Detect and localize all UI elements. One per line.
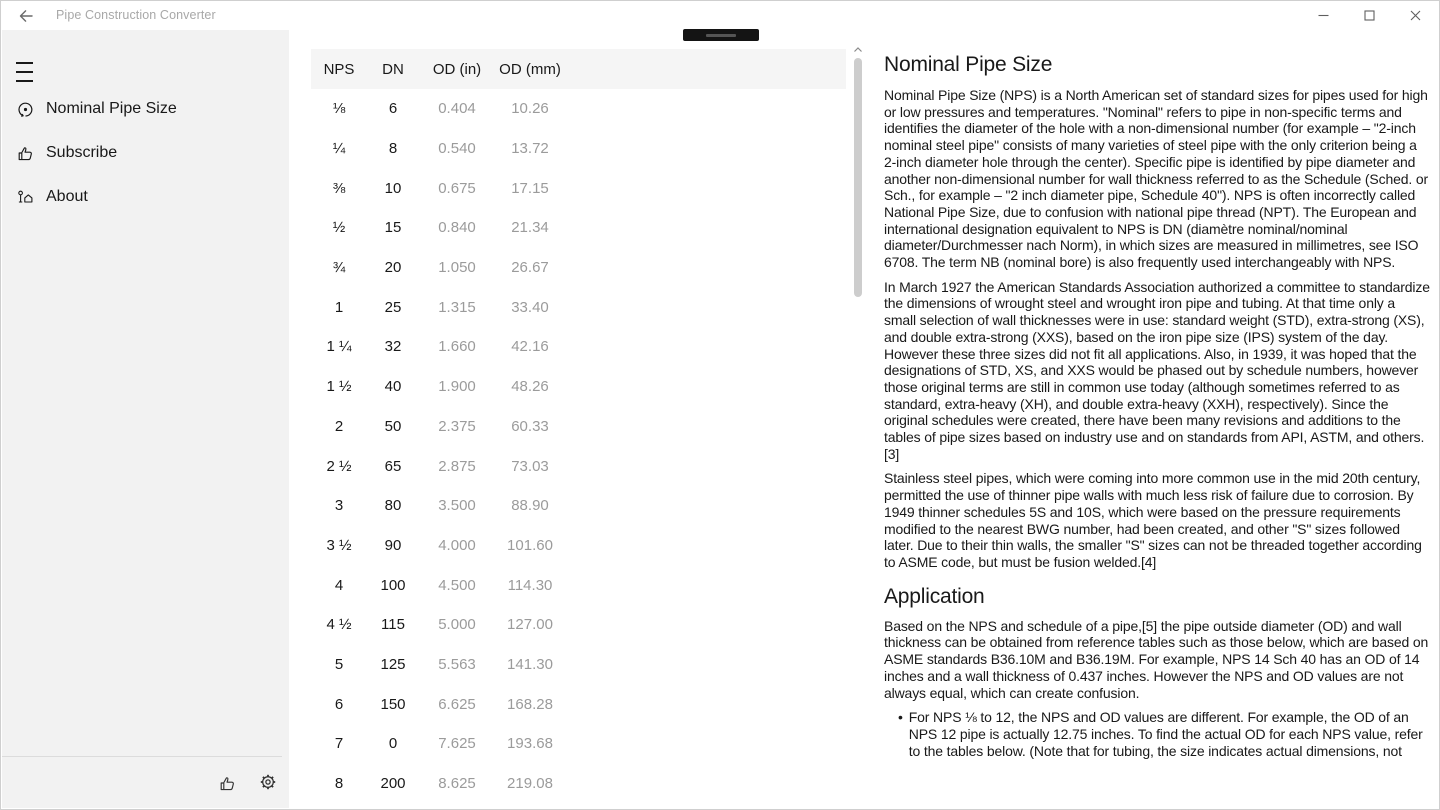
gear-icon: [259, 773, 277, 791]
cell-od-mm: 21.34: [511, 219, 549, 237]
cell-od-mm: 13.72: [511, 140, 549, 158]
thumbs-up-icon: [219, 775, 236, 792]
cell-od-mm: 127.00: [507, 616, 553, 634]
table-row[interactable]: [311, 526, 846, 566]
cell-od-in: 1.315: [438, 298, 476, 316]
table-row[interactable]: [311, 724, 846, 764]
table-row[interactable]: [311, 684, 846, 724]
cell-od-mm: 10.26: [511, 100, 549, 118]
pipe-table-body: [311, 89, 846, 803]
article-paragraph: In March 1927 the American Standards Association authorized a committee to standardize the dimensions of wrought steel and wrought iron pipe and tubing. At that time only a small selection of wall thicknesses were in use: standard weight (STD), extra-strong (XS), and double extra-strong (XXS), based on the iron pipe size (IPS) system of the day. However these three sizes did not fit all applications. Also, in 1939, it was hoped that the designations of STD, XS, and XXS would be phased out by schedule numbers, however those original terms are still in common use today (although sometimes referred to as standard, extra-heavy (XH), and double extra-heavy (XXH), respectively). Since the original schedules were created, there have been many revisions and additions to the tables of pipe sizes based on industry use and on standards from API, ASTM, and others.[3]: [884, 278, 1430, 462]
cell-od-in: 1.050: [438, 259, 476, 277]
close-button[interactable]: [1392, 1, 1438, 30]
cell-od-in: 1.900: [438, 378, 476, 396]
table-row[interactable]: [311, 208, 846, 248]
cell-nps: 1 ¼: [326, 338, 352, 356]
cell-dn: 8: [388, 140, 398, 158]
sidebar-item-label: Subscribe: [46, 144, 118, 161]
cell-od-mm: 60.33: [511, 417, 549, 435]
cell-dn: 10: [384, 179, 402, 197]
minimize-button[interactable]: [1300, 1, 1346, 30]
table-row[interactable]: [311, 327, 846, 367]
cell-nps: ⅛: [332, 100, 346, 118]
cell-od-in: 1.660: [438, 338, 476, 356]
cell-dn: 90: [384, 536, 402, 554]
sidebar-item-subscribe[interactable]: [2, 131, 289, 175]
cell-nps: ½: [332, 219, 346, 237]
close-icon: [1410, 10, 1421, 21]
cell-dn: 200: [380, 775, 406, 793]
cell-od-mm: 88.90: [511, 497, 549, 515]
cell-od-in: 2.375: [438, 417, 476, 435]
cell-dn: 40: [384, 378, 402, 396]
maximize-button[interactable]: [1346, 1, 1392, 30]
cell-dn: 100: [380, 576, 406, 594]
table-row[interactable]: [311, 446, 846, 486]
cell-od-mm: 168.28: [507, 695, 553, 713]
article-paragraph: Based on the NPS and schedule of a pipe,[5] the pipe outside diameter (OD) and wall thickness can be obtained from reference tables such as those below, which are based on ASME standards B36.10M and B36.19M. For example, NPS 14 Sch 40 has an OD of 14 inches and a wall thickness of 0.437 inches. However the NPS and OD values are not always equal, which can create confusion.: [884, 617, 1429, 701]
cell-od-mm: 114.30: [507, 576, 553, 594]
cell-od-in: 8.625: [438, 775, 476, 793]
cell-od-in: 5.563: [438, 655, 476, 673]
table-row[interactable]: [311, 645, 846, 685]
column-header-dn: DN: [382, 60, 404, 78]
cell-od-in: 6.625: [438, 695, 476, 713]
cell-od-in: 3.500: [438, 497, 476, 515]
column-header-od-mm: OD (mm): [499, 60, 561, 78]
cell-nps: 5: [334, 655, 344, 673]
cell-od-in: 0.840: [438, 219, 476, 237]
sidebar-item-about[interactable]: [2, 175, 289, 219]
cell-nps: 3: [334, 497, 344, 515]
cell-dn: 6: [388, 100, 398, 118]
sidebar-item-label: About: [46, 188, 88, 205]
titlebar: [1, 1, 1439, 30]
back-arrow-icon: [18, 8, 34, 24]
cell-dn: 50: [384, 417, 402, 435]
cell-od-in: 0.540: [438, 140, 476, 158]
cell-nps: 1 ½: [326, 378, 352, 396]
column-header-nps: NPS: [323, 60, 355, 78]
table-row[interactable]: [311, 129, 846, 169]
cell-nps: 4 ½: [326, 616, 352, 634]
article-bullet-item: [884, 709, 1430, 759]
cell-nps: 1: [334, 298, 344, 316]
cell-dn: 15: [384, 219, 402, 237]
article-paragraph: Stainless steel pipes, which were coming into more common use in the mid 20th century, permitted the use of thinner pipe walls with much less risk of failure due to corrosion. By 1949 thinner schedules 5S and 10S, which were based on the pressure requirements modified to the nearest BWG number, had been created, and other "S" sizes followed later. Due to their thin walls, the smaller "S" sizes can not be threaded together according to ASME code, but must be fusion welded.[4]: [884, 470, 1422, 570]
cell-dn: 80: [384, 497, 402, 515]
cell-od-mm: 17.15: [511, 179, 549, 197]
cell-od-in: 5.000: [438, 616, 476, 634]
scroll-up-button[interactable]: [853, 45, 863, 55]
cell-dn: 0: [388, 735, 398, 753]
cell-nps: 2 ½: [326, 457, 352, 475]
cell-nps: 4: [334, 576, 344, 594]
thumbs-up-icon: [17, 145, 34, 162]
table-row[interactable]: [311, 605, 846, 645]
cell-nps: 3 ½: [326, 536, 352, 554]
article-heading: Nominal Pipe Size: [884, 53, 1053, 76]
table-row[interactable]: [311, 407, 846, 447]
table-row[interactable]: [311, 565, 846, 605]
cell-od-in: 4.000: [438, 536, 476, 554]
cell-nps: 6: [334, 695, 344, 713]
cell-od-in: 2.875: [438, 457, 476, 475]
table-row[interactable]: [311, 89, 846, 129]
about-icon: [17, 189, 34, 206]
pipe-size-icon: [17, 101, 34, 118]
table-scrollbar[interactable]: [852, 45, 864, 810]
cell-dn: 125: [380, 655, 406, 673]
cell-nps: ¾: [332, 259, 346, 277]
pipe-table-header: [311, 49, 846, 89]
cell-od-mm: 141.30: [507, 655, 553, 673]
sidebar-item-label: Nominal Pipe Size: [46, 100, 177, 117]
screen-indicator-bar: [683, 29, 759, 41]
cell-od-in: 0.675: [438, 179, 476, 197]
column-header-od-in: OD (in): [432, 60, 482, 78]
indicator-dash: [706, 34, 736, 37]
cell-od-mm: 42.16: [511, 338, 549, 356]
maximize-icon: [1364, 10, 1375, 21]
sidebar-divider: [2, 756, 282, 757]
article-subheading: Application: [884, 584, 985, 608]
hamburger-button[interactable]: [16, 59, 50, 85]
cell-od-mm: 219.08: [507, 775, 553, 793]
window-controls: [1300, 1, 1438, 30]
cell-od-mm: 26.67: [511, 259, 549, 277]
table-row[interactable]: [311, 168, 846, 208]
table-row[interactable]: [311, 486, 846, 526]
table-row[interactable]: [311, 248, 846, 288]
settings-button[interactable]: [253, 767, 283, 797]
cell-od-mm: 101.60: [507, 536, 553, 554]
cell-od-in: 0.404: [438, 100, 476, 118]
cell-dn: 20: [384, 259, 402, 277]
article-paragraph: Nominal Pipe Size (NPS) is a North American set of standard sizes for pipes used for high or low pressures and temperatures. "Nominal" refers to pipe in non-specific terms and identifies the diameter of the hole with a non-dimensional number (for example – "2-inch nominal steel pipe" consists of many varieties of steel pipe with the only criterion being a 2-inch diameter hole through the center). Specific pipe is identified by pipe diameter and another non-dimensional number for wall thickness referred to as the Schedule (Sched. or Sch., for example – "2 inch diameter pipe, Schedule 40"). NPS is often incorrectly called National Pipe Size, due to confusion with national pipe thread (NPT). The European and international designation equivalent to NPS is DN (diamètre nominal/nominal diameter/Durchmesser nach Norm), in which sizes are measured in millimetres, see ISO 6708. The term NB (nominal bore) is also frequently used interchangeably with NPS.: [884, 87, 1428, 271]
like-button[interactable]: [212, 768, 242, 798]
cell-od-mm: 48.26: [511, 378, 549, 396]
back-button[interactable]: [7, 1, 45, 30]
cell-od-mm: 193.68: [507, 735, 553, 753]
table-row[interactable]: [311, 367, 846, 407]
bullet-text: For NPS ⅛ to 12, the NPS and OD values are different. For example, the OD of an NPS 12 pipe is actually 12.75 inches. To find the actual OD for each NPS value, refer to the tables below. (Note that for tubing, the size indicates actual dimensions, not: [908, 709, 1423, 759]
cell-od-in: 4.500: [438, 576, 476, 594]
sidebar-item-nominal-pipe-size[interactable]: [2, 87, 289, 131]
cell-dn: 65: [384, 457, 402, 475]
cell-nps: 2: [334, 417, 344, 435]
cell-nps: ¼: [332, 140, 346, 158]
cell-dn: 115: [381, 616, 405, 634]
cell-dn: 25: [384, 298, 402, 316]
article-panel: [884, 45, 1430, 759]
hamburger-icon: [16, 62, 33, 64]
cell-od-in: 7.625: [438, 735, 476, 753]
window-title: Pipe Construction Converter: [56, 8, 216, 22]
minimize-icon: [1318, 10, 1329, 21]
sidebar: [2, 30, 289, 808]
scrollbar-thumb[interactable]: [854, 58, 862, 297]
cell-od-mm: 73.03: [511, 457, 549, 475]
table-row[interactable]: [311, 764, 846, 804]
cell-dn: 150: [380, 695, 406, 713]
bullet-icon: •: [898, 709, 903, 726]
cell-dn: 32: [384, 338, 402, 356]
table-row[interactable]: [311, 287, 846, 327]
cell-nps: 7: [334, 735, 344, 753]
cell-nps: 8: [334, 775, 344, 793]
cell-od-mm: 33.40: [511, 298, 549, 316]
chevron-up-icon: [853, 45, 863, 55]
sidebar-nav: [2, 87, 289, 219]
cell-nps: ⅜: [332, 179, 346, 197]
